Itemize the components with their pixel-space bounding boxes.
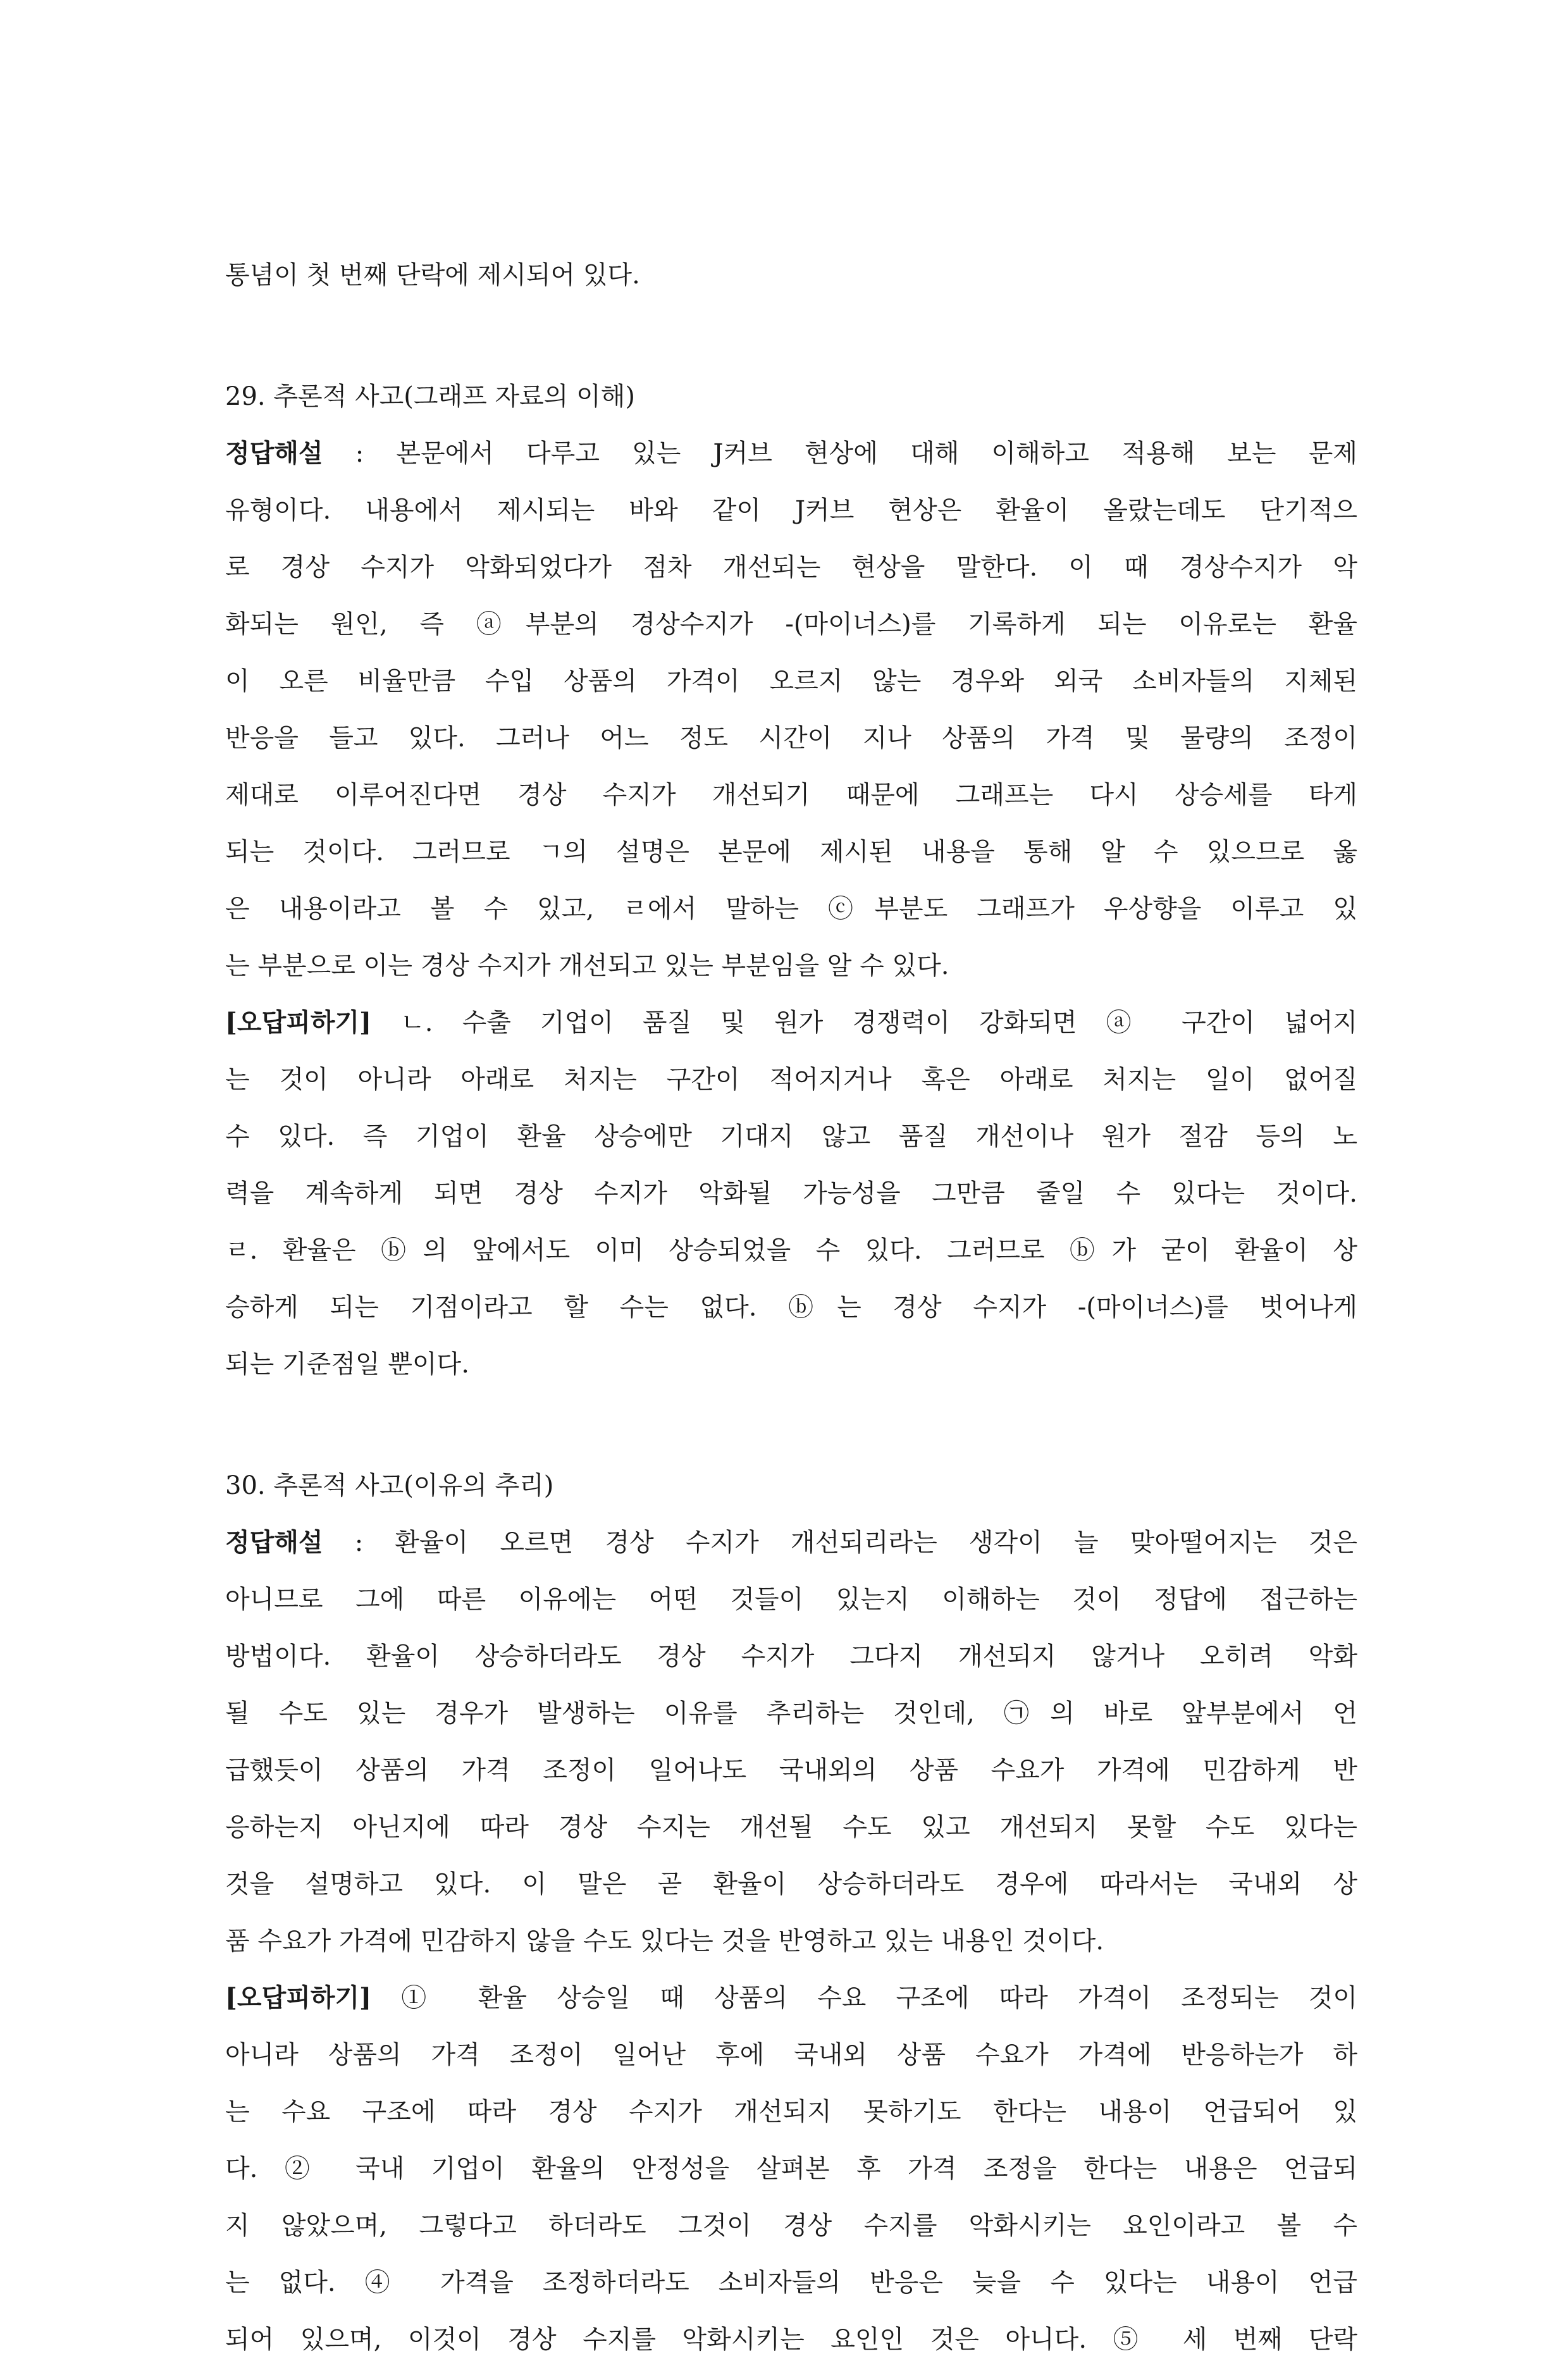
q29-wrong-line <box>225 994 1357 1051</box>
q30-wrong-line: 는 수요 구조에 따라 경상 수지가 개선되지 못하기도 한다는 내용이 언급되어 있 <box>225 2097 1357 2126</box>
q29-wrong-line: ㄹ. 환율은 ⓑ의 앞에서도 이미 상승되었을 수 있다. 그러므로 ⓑ가 굳이 환율이 상 <box>225 1236 1357 1265</box>
q30-answer-line: 아니므로 그에 따른 이유에는 어떤 것들이 있는지 이해하는 것이 정답에 접근하는 <box>225 1585 1357 1614</box>
q29-answer-line: 화되는 원인, 즉 ⓐ부분의 경상수지가 -(마이너스)를 기록하게 되는 이유로는 환율 <box>225 610 1357 639</box>
q29-answer-label: 정답해설 <box>225 438 323 468</box>
q30-wrong-label: [오답피하기] <box>225 1983 372 2013</box>
q29-answer-line: 로 경상 수지가 악화되었다가 점차 개선되는 현상을 말한다. 이 때 경상수지가 악 <box>225 553 1357 582</box>
q29-wrong-line: 력을 계속하게 되면 경상 수지가 악화될 가능성을 그만큼 줄일 수 있다는 것이다. <box>225 1179 1357 1208</box>
q29-answer-line: 는 부분으로 이는 경상 수지가 개선되고 있는 부분임을 알 수 있다. <box>225 951 949 980</box>
q29-wrong-label: [오답피하기] <box>225 1008 372 1037</box>
q29-answer-line: 이 오른 비율만큼 수입 상품의 가격이 오르지 않는 경우와 외국 소비자들의 지체된 <box>225 667 1357 696</box>
q30-wrong-line: 아니라 상품의 가격 조정이 일어난 후에 국내외 상품 수요가 가격에 반응하는가 하 <box>225 2040 1357 2069</box>
q30-answer-line: 품 수요가 가격에 민감하지 않을 수도 있다는 것을 반영하고 있는 내용인 것이다. <box>225 1927 1104 1956</box>
section-gap <box>225 304 1357 368</box>
q29-answer-line: 제대로 이루어진다면 경상 수지가 개선되기 때문에 그래프는 다시 상승세를 타게 <box>225 780 1357 810</box>
q30-answer-text: : 환율이 오르면 경상 수지가 개선되리라는 생각이 늘 맞아떨어지는 것은 <box>323 1528 1357 1557</box>
q29-wrong-line: 수 있다. 즉 기업이 환율 상승에만 기대지 않고 품질 개선이나 원가 절감 등의 노 <box>225 1122 1357 1151</box>
q29-title: 29. 추론적 사고(그래프 자료의 이해) <box>225 382 636 411</box>
q30-answer-label: 정답해설 <box>225 1527 323 1557</box>
intro-line: 통념이 첫 번째 단락에 제시되어 있다. <box>225 261 640 290</box>
q29-answer-line: 되는 것이다. 그러므로 ㄱ의 설명은 본문에 제시된 내용을 통해 알 수 있으므로 옳 <box>225 837 1357 866</box>
q30-wrong-text: ① 환율 상승일 때 상품의 수요 구조에 따라 가격이 조정되는 것이 <box>371 1983 1357 2013</box>
q30-wrong-line: 는 없다. ④ 가격을 조정하더라도 소비자들의 반응은 늦을 수 있다는 내용이 언급 <box>225 2268 1357 2297</box>
q29-answer-line: 유형이다. 내용에서 제시되는 바와 같이 J커브 현상은 환율이 올랐는데도 단기적으 <box>225 496 1357 525</box>
q29-answer-text: : 본문에서 다루고 있는 J커브 현상에 대해 이해하고 적용해 보는 문제 <box>323 439 1357 468</box>
q30-answer-line: 될 수도 있는 경우가 발생하는 이유를 추리하는 것인데, ㉠의 바로 앞부분에서 언 <box>225 1699 1357 1728</box>
document-page <box>225 247 1357 2368</box>
q30-wrong-line: 다. ② 국내 기업이 환율의 안정성을 살펴본 후 가격 조정을 한다는 내용은 언급되 <box>225 2154 1357 2183</box>
q29-wrong-text: ㄴ. 수출 기업이 품질 및 원가 경쟁력이 강화되면 ⓐ 구간이 넓어지 <box>371 1008 1357 1037</box>
q29-answer-line: 반응을 들고 있다. 그러나 어느 정도 시간이 지나 상품의 가격 및 물량의 조정이 <box>225 724 1357 753</box>
q30-answer-line: 것을 설명하고 있다. 이 말은 곧 환율이 상승하더라도 경우에 따라서는 국내외 상 <box>225 1870 1357 1899</box>
q30-wrong-line <box>225 1970 1357 2026</box>
section-gap <box>225 1393 1357 1457</box>
q29-answer-line: 은 내용이라고 볼 수 있고, ㄹ에서 말하는 ⓒ부분도 그래프가 우상향을 이루고 있 <box>225 894 1357 923</box>
q29-wrong-line: 되는 기준점일 뿐이다. <box>225 1350 469 1379</box>
q30-answer-line: 급했듯이 상품의 가격 조정이 일어나도 국내외의 상품 수요가 가격에 민감하게 반 <box>225 1756 1357 1785</box>
q29-wrong-line: 는 것이 아니라 아래로 처지는 구간이 적어지거나 혹은 아래로 처지는 일이 없어질 <box>225 1065 1357 1094</box>
q29-answer-line <box>225 425 1357 482</box>
q29-wrong-line: 승하게 되는 기점이라고 할 수는 없다. ⓑ는 경상 수지가 -(마이너스)를 벗어나게 <box>225 1293 1357 1322</box>
q30-answer-line: 응하는지 아닌지에 따라 경상 수지는 개선될 수도 있고 개선되지 못할 수도 있다는 <box>225 1813 1357 1842</box>
q30-wrong-line: 지 않았으며, 그렇다고 하더라도 그것이 경상 수지를 악화시키는 요인이라고 볼 수 <box>225 2211 1357 2240</box>
q30-answer-line: 방법이다. 환율이 상승하더라도 경상 수지가 그다지 개선되지 않거나 오히려 악화 <box>225 1642 1357 1671</box>
q30-title: 30. 추론적 사고(이유의 추리) <box>225 1471 554 1500</box>
q30-answer-line <box>225 1514 1357 1571</box>
q30-wrong-line: 되어 있으며, 이것이 경상 수지를 악화시키는 요인인 것은 아니다. ⑤ 세 번째 단락 <box>225 2325 1357 2354</box>
